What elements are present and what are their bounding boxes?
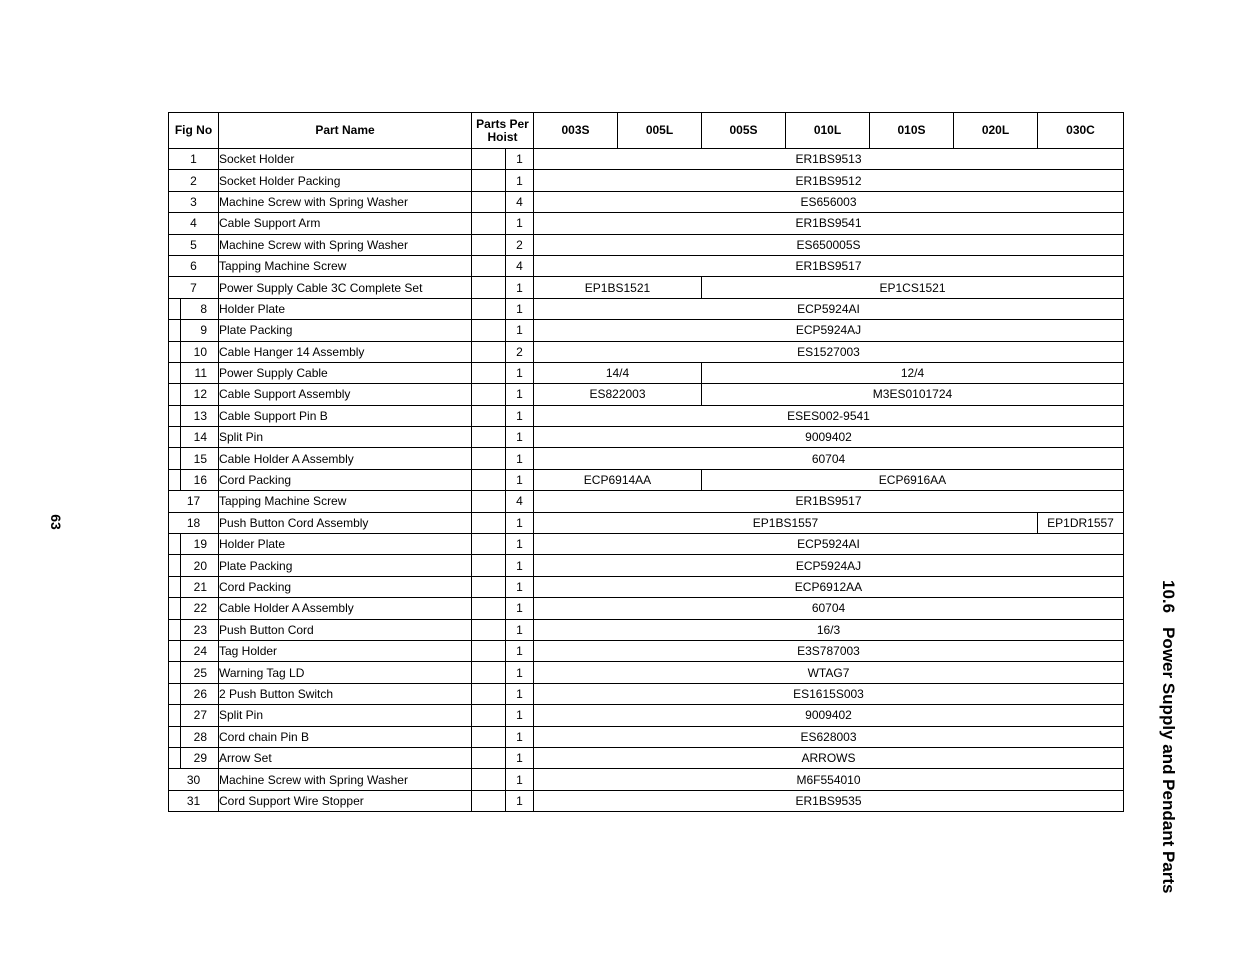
qty-blank-cell (472, 277, 506, 298)
part-name-cell: Cable Hanger 14 Assembly (219, 341, 472, 362)
qty-blank-cell (472, 149, 506, 170)
header-model-003S: 003S (534, 113, 618, 149)
parts-per-hoist-cell: 1 (506, 469, 534, 490)
part-name-cell: Split Pin (219, 705, 472, 726)
part-name-cell: Plate Packing (219, 555, 472, 576)
fig-no-cell: 3 (169, 191, 219, 212)
fig-no-cell: 14 (169, 427, 219, 448)
parts-per-hoist-cell: 1 (506, 362, 534, 383)
fig-no-cell: 31 (169, 790, 219, 811)
fig-no-cell: 28 (169, 726, 219, 747)
part-name-cell: Cable Support Pin B (219, 405, 472, 426)
header-model-005S: 005S (702, 113, 786, 149)
table-row (169, 320, 1124, 341)
part-name-cell: Machine Screw with Spring Washer (219, 234, 472, 255)
fig-no-cell: 4 (169, 213, 219, 234)
qty-blank-cell (472, 298, 506, 319)
parts-per-hoist-cell: 1 (506, 298, 534, 319)
qty-blank-cell (472, 341, 506, 362)
table-row (169, 747, 1124, 768)
part-number-cell: ARROWS (534, 747, 1124, 768)
fig-no-cell: 15 (169, 448, 219, 469)
qty-blank-cell (472, 491, 506, 512)
part-number-cell: ER1BS9535 (534, 790, 1124, 811)
table-row (169, 405, 1124, 426)
part-number-cell: EP1BS1557 (534, 512, 1038, 533)
qty-blank-cell (472, 448, 506, 469)
part-number-cell: M3ES0101724 (702, 384, 1124, 405)
fig-no-cell: 27 (169, 705, 219, 726)
fig-no-cell: 11 (169, 362, 219, 383)
part-number-cell: ES1615S003 (534, 683, 1124, 704)
table-row (169, 512, 1124, 533)
table-row (169, 598, 1124, 619)
fig-no-cell: 13 (169, 405, 219, 426)
parts-per-hoist-cell: 1 (506, 384, 534, 405)
fig-no-cell: 16 (169, 469, 219, 490)
part-number-cell: 14/4 (534, 362, 702, 383)
part-number-cell: ESES002-9541 (534, 405, 1124, 426)
table-row (169, 683, 1124, 704)
part-number-cell: ECP6914AA (534, 469, 702, 490)
table-row (169, 469, 1124, 490)
fig-no-cell: 24 (169, 640, 219, 661)
qty-blank-cell (472, 726, 506, 747)
qty-blank-cell (472, 405, 506, 426)
part-number-cell: EP1DR1557 (1038, 512, 1124, 533)
part-name-cell: Tag Holder (219, 640, 472, 661)
table-row (169, 576, 1124, 597)
section-title: Power Supply and Pendant Parts (1159, 627, 1178, 894)
qty-blank-cell (472, 640, 506, 661)
header-model-020L: 020L (954, 113, 1038, 149)
part-name-cell: Machine Screw with Spring Washer (219, 191, 472, 212)
qty-blank-cell (472, 512, 506, 533)
parts-per-hoist-cell: 1 (506, 747, 534, 768)
parts-per-hoist-cell: 1 (506, 769, 534, 790)
parts-per-hoist-cell: 1 (506, 512, 534, 533)
qty-blank-cell (472, 234, 506, 255)
header-model-010L: 010L (786, 113, 870, 149)
part-number-cell: ECP5924AI (534, 298, 1124, 319)
qty-blank-cell (472, 362, 506, 383)
part-number-cell: 60704 (534, 448, 1124, 469)
parts-per-hoist-cell: 1 (506, 598, 534, 619)
table-row (169, 427, 1124, 448)
part-number-cell: ES822003 (534, 384, 702, 405)
table-row (169, 191, 1124, 212)
fig-no-cell: 29 (169, 747, 219, 768)
parts-per-hoist-cell: 1 (506, 662, 534, 683)
fig-no-cell: 23 (169, 619, 219, 640)
table-row (169, 234, 1124, 255)
part-name-cell: Cable Support Assembly (219, 384, 472, 405)
part-number-cell: ECP5924AI (534, 534, 1124, 555)
fig-no-cell: 17 (169, 491, 219, 512)
qty-blank-cell (472, 213, 506, 234)
parts-per-hoist-cell: 2 (506, 234, 534, 255)
qty-blank-cell (472, 598, 506, 619)
part-number-cell: 9009402 (534, 705, 1124, 726)
parts-per-hoist-cell: 4 (506, 191, 534, 212)
parts-per-hoist-cell: 1 (506, 170, 534, 191)
fig-no-cell: 18 (169, 512, 219, 533)
part-name-cell: Holder Plate (219, 534, 472, 555)
part-number-cell: ECP6916AA (702, 469, 1124, 490)
table-row (169, 298, 1124, 319)
header-part-name: Part Name (219, 113, 472, 149)
table-row (169, 213, 1124, 234)
part-name-cell: Push Button Cord Assembly (219, 512, 472, 533)
fig-no-cell: 5 (169, 234, 219, 255)
part-name-cell: Cord Packing (219, 576, 472, 597)
fig-no-cell: 10 (169, 341, 219, 362)
part-name-cell: Holder Plate (219, 298, 472, 319)
part-number-cell: ER1BS9512 (534, 170, 1124, 191)
part-name-cell: Socket Holder Packing (219, 170, 472, 191)
table-row (169, 149, 1124, 170)
part-name-cell: Machine Screw with Spring Washer (219, 769, 472, 790)
table-row (169, 384, 1124, 405)
table-header-row (169, 113, 1124, 149)
header-parts-per-hoist-label: Parts Per Hoist (476, 116, 529, 144)
part-number-cell: E3S787003 (534, 640, 1124, 661)
parts-per-hoist-cell: 1 (506, 576, 534, 597)
qty-blank-cell (472, 384, 506, 405)
header-parts-per-hoist (472, 113, 534, 149)
parts-per-hoist-cell: 1 (506, 683, 534, 704)
table-row (169, 255, 1124, 276)
part-name-cell: Cord Support Wire Stopper (219, 790, 472, 811)
qty-blank-cell (472, 555, 506, 576)
fig-no-cell: 7 (169, 277, 219, 298)
parts-per-hoist-cell: 1 (506, 427, 534, 448)
parts-per-hoist-cell: 1 (506, 534, 534, 555)
qty-blank-cell (472, 320, 506, 341)
parts-per-hoist-cell: 4 (506, 255, 534, 276)
part-name-cell: Tapping Machine Screw (219, 491, 472, 512)
part-number-cell: ES628003 (534, 726, 1124, 747)
fig-no-cell: 21 (169, 576, 219, 597)
part-name-cell: Tapping Machine Screw (219, 255, 472, 276)
fig-no-cell: 12 (169, 384, 219, 405)
part-number-cell: ECP6912AA (534, 576, 1124, 597)
qty-blank-cell (472, 683, 506, 704)
parts-per-hoist-cell: 1 (506, 320, 534, 341)
fig-no-cell: 19 (169, 534, 219, 555)
header-fig-no: Fig No (169, 113, 219, 149)
parts-per-hoist-cell: 1 (506, 448, 534, 469)
qty-blank-cell (472, 534, 506, 555)
table-row (169, 341, 1124, 362)
section-heading (1158, 580, 1178, 893)
part-number-cell: ER1BS9517 (534, 491, 1124, 512)
part-number-cell: 9009402 (534, 427, 1124, 448)
fig-no-cell: 30 (169, 769, 219, 790)
parts-per-hoist-cell: 4 (506, 491, 534, 512)
parts-per-hoist-cell: 1 (506, 790, 534, 811)
header-model-030C: 030C (1038, 113, 1124, 149)
table-row (169, 705, 1124, 726)
fig-no-cell: 1 (169, 149, 219, 170)
qty-blank-cell (472, 662, 506, 683)
parts-table (168, 112, 1124, 812)
part-name-cell: Plate Packing (219, 320, 472, 341)
table-row (169, 448, 1124, 469)
part-name-cell: Split Pin (219, 427, 472, 448)
part-number-cell: 16/3 (534, 619, 1124, 640)
qty-blank-cell (472, 619, 506, 640)
table-row (169, 790, 1124, 811)
table-row (169, 491, 1124, 512)
parts-per-hoist-cell: 1 (506, 619, 534, 640)
part-number-cell: WTAG7 (534, 662, 1124, 683)
qty-blank-cell (472, 469, 506, 490)
table-row (169, 769, 1124, 790)
part-number-cell: EP1CS1521 (702, 277, 1124, 298)
part-number-cell: M6F554010 (534, 769, 1124, 790)
table-row (169, 726, 1124, 747)
table-row (169, 662, 1124, 683)
table-row (169, 640, 1124, 661)
part-name-cell: Cord Packing (219, 469, 472, 490)
part-number-cell: ER1BS9541 (534, 213, 1124, 234)
part-number-cell: ES656003 (534, 191, 1124, 212)
parts-table-body (169, 149, 1124, 812)
part-name-cell: 2 Push Button Switch (219, 683, 472, 704)
parts-per-hoist-cell: 1 (506, 213, 534, 234)
fig-no-cell: 25 (169, 662, 219, 683)
part-name-cell: Push Button Cord (219, 619, 472, 640)
part-name-cell: Cable Support Arm (219, 213, 472, 234)
qty-blank-cell (472, 747, 506, 768)
part-number-cell: 60704 (534, 598, 1124, 619)
fig-no-cell: 20 (169, 555, 219, 576)
part-number-cell: ECP5924AJ (534, 555, 1124, 576)
table-row (169, 555, 1124, 576)
fig-no-cell: 6 (169, 255, 219, 276)
parts-per-hoist-cell: 1 (506, 555, 534, 576)
part-name-cell: Warning Tag LD (219, 662, 472, 683)
parts-per-hoist-cell: 2 (506, 341, 534, 362)
fig-no-cell: 2 (169, 170, 219, 191)
qty-blank-cell (472, 705, 506, 726)
table-row (169, 277, 1124, 298)
qty-blank-cell (472, 170, 506, 191)
qty-blank-cell (472, 576, 506, 597)
fig-no-cell: 22 (169, 598, 219, 619)
part-number-cell: ER1BS9513 (534, 149, 1124, 170)
table-row (169, 362, 1124, 383)
section-number: 10.6 (1159, 580, 1178, 614)
part-name-cell: Arrow Set (219, 747, 472, 768)
table-row (169, 619, 1124, 640)
header-model-005L: 005L (618, 113, 702, 149)
qty-blank-cell (472, 427, 506, 448)
parts-per-hoist-cell: 1 (506, 405, 534, 426)
qty-blank-cell (472, 769, 506, 790)
part-name-cell: Cable Holder A Assembly (219, 598, 472, 619)
page-number: 63 (48, 514, 64, 530)
table-row (169, 534, 1124, 555)
part-name-cell: Cord chain Pin B (219, 726, 472, 747)
qty-blank-cell (472, 191, 506, 212)
fig-no-cell: 26 (169, 683, 219, 704)
fig-no-cell: 8 (169, 298, 219, 319)
header-model-010S: 010S (870, 113, 954, 149)
part-number-cell: EP1BS1521 (534, 277, 702, 298)
qty-blank-cell (472, 790, 506, 811)
part-number-cell: ER1BS9517 (534, 255, 1124, 276)
parts-per-hoist-cell: 1 (506, 149, 534, 170)
parts-per-hoist-cell: 1 (506, 640, 534, 661)
parts-per-hoist-cell: 1 (506, 705, 534, 726)
part-name-cell: Power Supply Cable (219, 362, 472, 383)
part-number-cell: ECP5924AJ (534, 320, 1124, 341)
part-name-cell: Power Supply Cable 3C Complete Set (219, 277, 472, 298)
qty-blank-cell (472, 255, 506, 276)
part-name-cell: Cable Holder A Assembly (219, 448, 472, 469)
part-number-cell: ES1527003 (534, 341, 1124, 362)
fig-no-cell: 9 (169, 320, 219, 341)
table-row (169, 170, 1124, 191)
part-name-cell: Socket Holder (219, 149, 472, 170)
parts-per-hoist-cell: 1 (506, 726, 534, 747)
part-number-cell: 12/4 (702, 362, 1124, 383)
parts-per-hoist-cell: 1 (506, 277, 534, 298)
part-number-cell: ES650005S (534, 234, 1124, 255)
